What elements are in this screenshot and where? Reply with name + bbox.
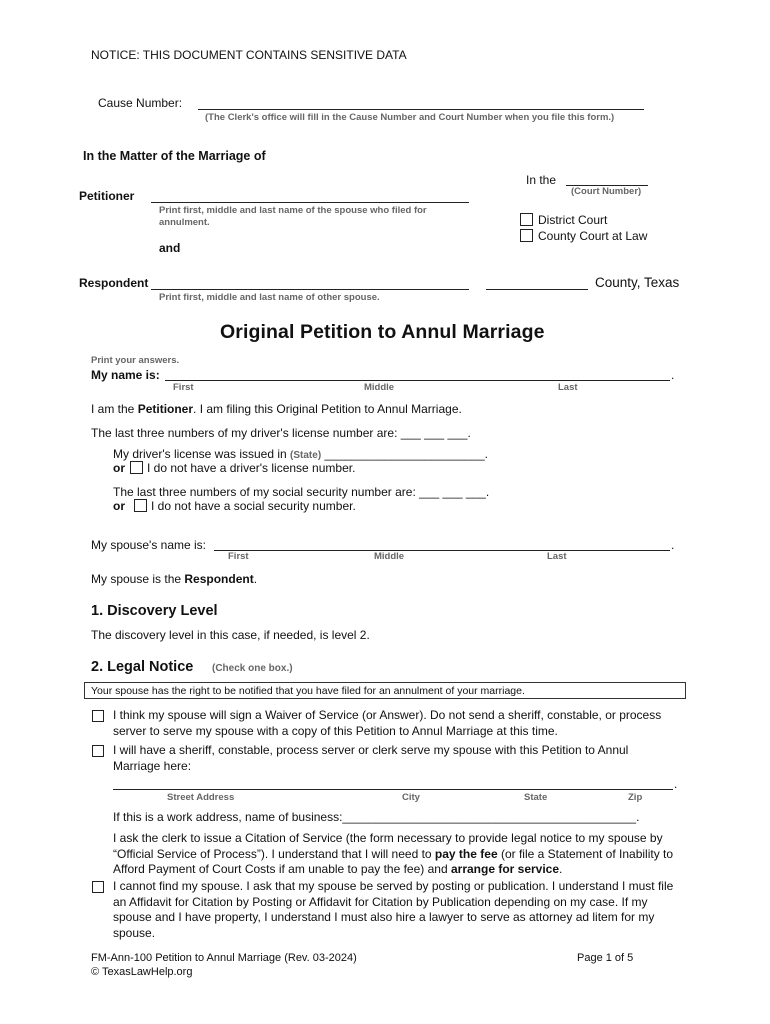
no-license-checkbox[interactable] bbox=[130, 461, 143, 474]
discovery-level-text: The discovery level in this case, if needed, is level 2. bbox=[91, 628, 370, 642]
service-address-field[interactable] bbox=[113, 789, 673, 790]
footer-copyright: © TexasLawHelp.org bbox=[91, 966, 193, 978]
license-issued-state: My driver's license was issued in (State) ________________________. bbox=[113, 447, 488, 461]
spouse-name-middle-hint: Middle bbox=[374, 551, 405, 562]
footer-page-number: Page 1 of 5 bbox=[577, 952, 634, 964]
section-legal-notice-heading: 2. Legal Notice bbox=[91, 659, 194, 675]
petitioner-hint: Print first, middle and last name of the spouse who filed for annulment. bbox=[159, 205, 427, 228]
footer-form-id: FM-Ann-100 Petition to Annul Marriage (Rev. 03-2024) bbox=[91, 952, 357, 964]
petitioner-statement: I am the Petitioner. I am filing this Original Petition to Annul Marriage. bbox=[91, 402, 462, 416]
county-texas-label: County, Texas bbox=[595, 275, 680, 290]
in-the-label: In the bbox=[526, 173, 557, 187]
license-last-three: The last three numbers of my driver's license number are: ___ ___ ___. bbox=[91, 426, 471, 440]
respondent-statement: My spouse is the Respondent. bbox=[91, 572, 258, 586]
county-court-at-law-label: County Court at Law bbox=[538, 229, 648, 243]
spouse-name-field[interactable] bbox=[214, 550, 670, 551]
notice-box bbox=[84, 682, 686, 699]
county-court-at-law-checkbox[interactable] bbox=[520, 229, 533, 242]
cannot-find-option-text: I cannot find my spouse. I ask that my spouse be served by posting or publication. I understand I must file an Affidavit for Citation by Posting or Affidavit for Citation by Publication depending on my case. If my spouse and I have property, I understand I must also hire a lawyer to serve as attorney ad litem for my spouse. bbox=[113, 879, 674, 940]
business-name-line: If this is a work address, name of business:____________________________________________. bbox=[113, 810, 640, 824]
notice-box-text: Your spouse has the right to be notified that you have filed for an annulment of your marriage. bbox=[91, 685, 525, 697]
matter-heading: In the Matter of the Marriage of bbox=[83, 149, 266, 163]
ssn-or-label: or bbox=[113, 499, 125, 513]
street-address-hint: Street Address bbox=[167, 792, 235, 803]
my-name-last-hint: Last bbox=[558, 382, 578, 393]
my-name-middle-hint: Middle bbox=[364, 382, 395, 393]
print-answers-hint: Print your answers. bbox=[91, 355, 180, 366]
respondent-label: Respondent bbox=[79, 276, 149, 290]
section-discovery-heading: 1. Discovery Level bbox=[91, 603, 218, 619]
petitioner-label: Petitioner bbox=[79, 189, 135, 203]
city-hint: City bbox=[402, 792, 420, 803]
cause-number-label: Cause Number: bbox=[98, 96, 183, 110]
ssn-last-three: The last three numbers of my social security number are: ___ ___ ___. bbox=[113, 485, 490, 499]
cannot-find-checkbox[interactable] bbox=[92, 881, 104, 893]
spouse-name-last-hint: Last bbox=[547, 551, 567, 562]
state-hint: State bbox=[524, 792, 548, 803]
cause-number-field[interactable] bbox=[198, 109, 644, 110]
district-court-label: District Court bbox=[538, 213, 608, 227]
spouse-name-label: My spouse's name is: bbox=[91, 538, 207, 552]
zip-hint: Zip bbox=[628, 792, 643, 803]
waiver-option-text: I think my spouse will sign a Waiver of Service (or Answer). Do not send a sheriff, constable, or process server to serve my spouse with a copy of this Petition to Annul Marriage at this time. bbox=[113, 708, 662, 738]
citation-request-text: I ask the clerk to issue a Citation of Service (the form necessary to provide legal notice to my spouse by “Official Service of Process”). I understand that I will need to pay the fee (or file a Statement of Inability to Afford Payment of Court Costs if am unable to pay the fee) and arrange for service. bbox=[113, 831, 674, 876]
serve-checkbox[interactable] bbox=[92, 745, 104, 757]
respondent-hint: Print first, middle and last name of other spouse. bbox=[159, 292, 380, 303]
district-court-checkbox[interactable] bbox=[520, 213, 533, 226]
respondent-name-field[interactable] bbox=[151, 289, 469, 290]
my-name-label: My name is: bbox=[91, 368, 160, 382]
county-name-field[interactable] bbox=[486, 289, 588, 290]
no-license-label: I do not have a driver's license number. bbox=[147, 461, 356, 475]
page-title: Original Petition to Annul Marriage bbox=[220, 321, 545, 343]
spouse-name-first-hint: First bbox=[228, 551, 249, 562]
sensitive-data-notice: NOTICE: THIS DOCUMENT CONTAINS SENSITIVE DATA bbox=[91, 48, 407, 62]
serve-option-text: I will have a sheriff, constable, process server or clerk serve my spouse with this Petition to Annul Marriage here: bbox=[113, 743, 629, 773]
court-number-hint: (Court Number) bbox=[571, 186, 642, 197]
waiver-checkbox[interactable] bbox=[92, 710, 104, 722]
cause-number-hint: (The Clerk's office will fill in the Cause Number and Court Number when you file this form.) bbox=[205, 112, 615, 123]
no-ssn-label: I do not have a social security number. bbox=[151, 499, 356, 513]
no-ssn-checkbox[interactable] bbox=[134, 499, 147, 512]
my-name-first-hint: First bbox=[173, 382, 194, 393]
check-one-hint: (Check one box.) bbox=[212, 663, 293, 674]
petitioner-name-field[interactable] bbox=[151, 202, 469, 203]
license-or-label: or bbox=[113, 461, 125, 475]
and-label: and bbox=[159, 241, 181, 255]
my-name-field[interactable] bbox=[165, 380, 670, 381]
